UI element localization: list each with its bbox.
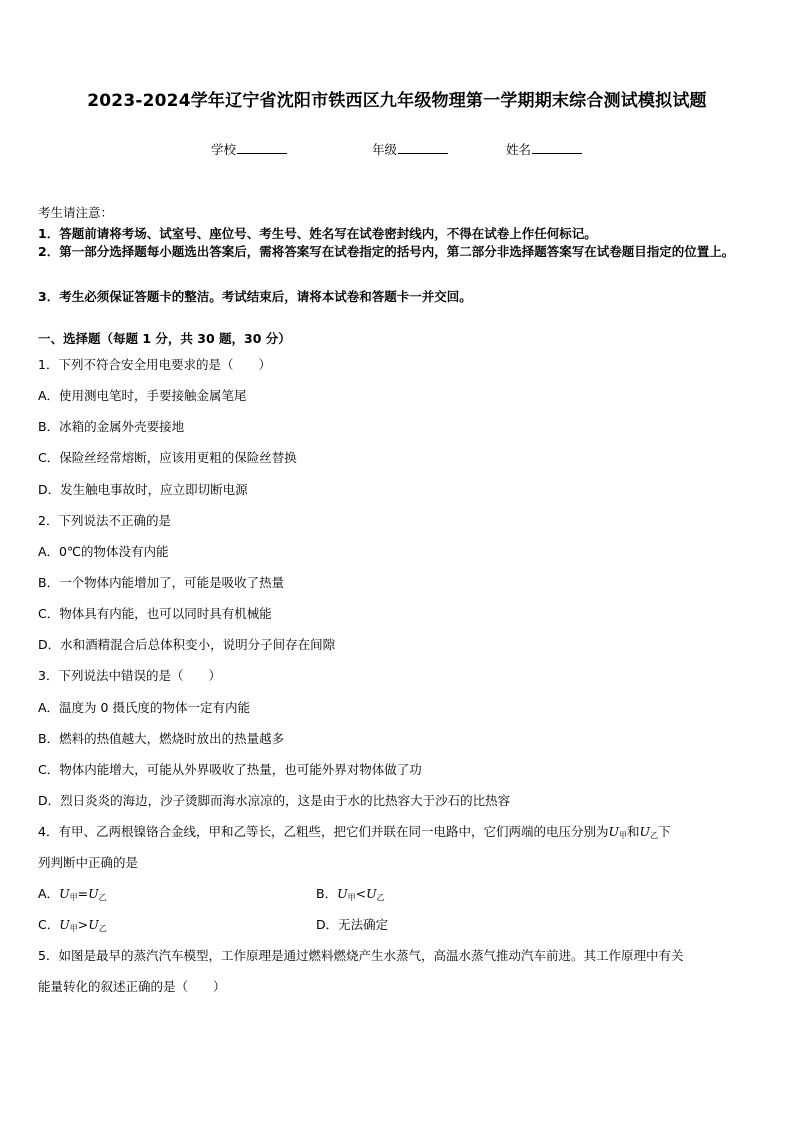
option-b: B．一个物体内能增加了，可能是吸收了热量 (38, 575, 285, 590)
var-u: U (608, 824, 620, 839)
note-item: 2．第一部分选择题每小题选出答案后，需将答案写在试卷指定的括号内，第二部分非选择题答案写在试卷题目指定的位置上。 (38, 244, 735, 259)
option-label: C． (38, 917, 60, 932)
sub-yi: 乙 (98, 924, 107, 933)
school-blank[interactable] (237, 141, 287, 154)
sub-jia: 甲 (347, 893, 356, 902)
sub-yi: 乙 (376, 893, 385, 902)
option-d: D．水和酒精混合后总体积变小，说明分子间存在间隙 (38, 637, 336, 652)
sub-yi: 乙 (650, 831, 659, 840)
section-heading: 一、选择题（每题 1 分，共 30 题，30 分） (38, 331, 291, 346)
option-a: A．使用测电笔时，手要接触金属笔尾 (38, 388, 247, 403)
school-label: 学校 (211, 142, 237, 157)
op-lt: < (355, 886, 367, 901)
option-d: D．烈日炎炎的海边，沙子烫脚而海水凉凉的，这是由于水的比热容大于沙石的比热容 (38, 793, 511, 808)
option-a (38, 884, 107, 903)
question-stem: 3．下列说法中错误的是（ ） (38, 668, 221, 683)
question-stem: 1．下列不符合安全用电要求的是（ ） (38, 357, 271, 372)
name-field (506, 140, 582, 158)
sub-jia: 甲 (619, 831, 628, 840)
grade-blank[interactable] (398, 141, 448, 154)
stem-and: 和 (627, 824, 640, 839)
sub-jia: 甲 (69, 924, 78, 933)
var-u: U (59, 886, 70, 901)
option-b: B．燃料的热值越大，燃烧时放出的热量越多 (38, 731, 285, 746)
var-u: U (639, 824, 651, 839)
question-stem-line2: 列判断中正确的是 (38, 855, 139, 870)
stem-text: 4．有甲、乙两根镍铬合金线，甲和乙等长，乙粗些，把它们并联在同一电路中，它们两端的电压分别为 (38, 824, 609, 839)
sub-yi: 乙 (98, 893, 107, 902)
name-blank[interactable] (532, 141, 582, 154)
option-a: A．0℃的物体没有内能 (38, 544, 169, 559)
option-a: A．温度为 0 摄氏度的物体一定有内能 (38, 700, 250, 715)
var-u: U (366, 886, 377, 901)
question-stem: 2．下列说法不正确的是 (38, 513, 171, 528)
notes-heading: 考生请注意： (38, 205, 114, 220)
option-d: D．发生触电事故时，应立即切断电源 (38, 482, 248, 497)
note-item: 3．考生必须保证答题卡的整洁。考试结束后，请将本试卷和答题卡一并交回。 (38, 289, 472, 304)
school-field (211, 140, 287, 158)
note-item: 1．答题前请将考场、试室号、座位号、考生号、姓名写在试卷密封线内，不得在试卷上作任何标记。 (38, 226, 597, 241)
name-label: 姓名 (506, 142, 532, 157)
var-u: U (88, 917, 99, 932)
var-u: U (88, 886, 99, 901)
option-c: C．物体内能增大，可能从外界吸收了热量，也可能外界对物体做了功 (38, 762, 422, 777)
question-stem (38, 822, 671, 841)
var-u: U (337, 886, 348, 901)
option-b: B．冰箱的金属外壳要接地 (38, 419, 185, 434)
option-c: C．保险丝经常熔断，应该用更粗的保险丝替换 (38, 450, 297, 465)
sub-jia: 甲 (69, 893, 78, 902)
question-stem-line2: 能量转化的叙述正确的是（ ） (38, 979, 226, 994)
option-d: D．无法确定 (316, 917, 389, 932)
option-c (38, 915, 107, 934)
option-c: C．物体具有内能，也可以同时具有机械能 (38, 606, 272, 621)
grade-label: 年级 (372, 142, 398, 157)
question-stem: 5．如图是最早的蒸汽汽车模型，工作原理是通过燃料燃烧产生水蒸气，高温水蒸气推动汽车前进。其工作原理中有关 (38, 948, 684, 963)
grade-field (372, 140, 448, 158)
op-eq: = (77, 886, 89, 901)
option-label: A． (38, 886, 60, 901)
option-b (316, 884, 385, 903)
var-u: U (59, 917, 70, 932)
page-title: 2023-2024学年辽宁省沈阳市铁西区九年级物理第一学期期末综合测试模拟试题 (87, 91, 707, 111)
option-label: B． (316, 886, 338, 901)
stem-text: 下 (658, 824, 671, 839)
op-gt: > (77, 917, 89, 932)
